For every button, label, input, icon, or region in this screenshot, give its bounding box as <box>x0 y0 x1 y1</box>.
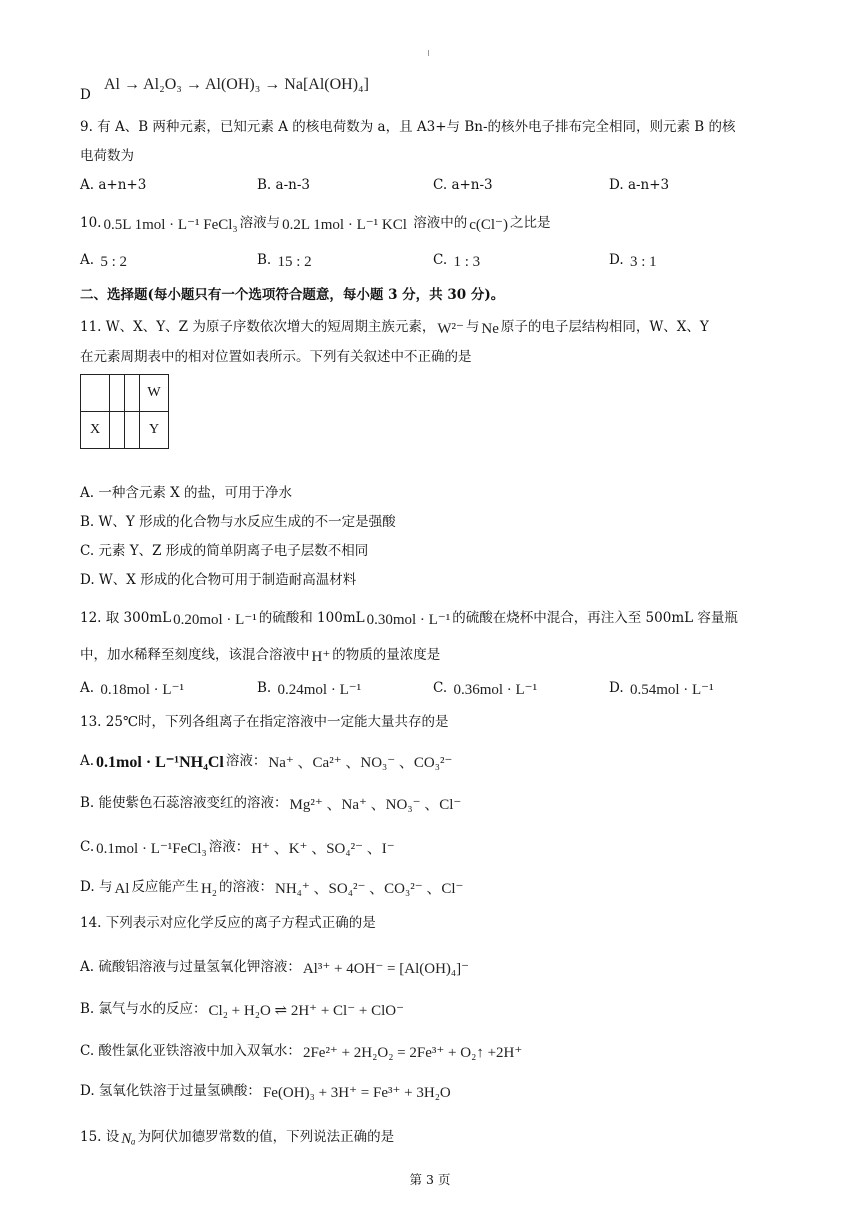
q11-option-b: B. W、Y 形成的化合物与水反应生成的不一定是强酸 <box>80 514 396 530</box>
q10-option-c: C. 1 : 3 <box>433 252 481 270</box>
q14-option-a: A. 硫酸铝溶液与过量氢氧化钾溶液： Al³⁺ + 4OH⁻ = [Al(OH)₄]⁻ <box>80 959 470 977</box>
q10-stem: 10. 0.5L 1mol · L⁻¹ FeCl₃ 溶液与 0.2L 1mol · L⁻¹ KCl 溶液中的 c(Cl⁻) 之比是 <box>80 215 551 233</box>
q11-option-c: C. 元素 Y、Z 形成的简单阴离子电子层数不相同 <box>80 543 369 559</box>
formula: Mg²⁺ 、Na⁺ 、NO₃⁻ 、Cl⁻ <box>289 797 462 813</box>
table-row: X Y <box>81 412 169 449</box>
q12-stem-line1: 12. 取 300mL 0.20mol · L⁻¹ 的硫酸和 100mL 0.30mol · L⁻¹ 的硫酸在烧杯中混合，再注入至 500mL 容量瓶 <box>80 610 738 628</box>
formula: H₂ <box>200 881 217 897</box>
equation: Al³⁺ + 4OH⁻ = [Al(OH)₄]⁻ <box>302 961 470 977</box>
q9-option-d: D. a-n+3 <box>609 177 670 193</box>
q12-option-a: A. 0.18mol · L⁻¹ <box>80 680 185 698</box>
q10-option-a: A. 5 : 2 <box>80 252 128 270</box>
formula: Al <box>114 881 130 897</box>
q9-option-b: B. a-n-3 <box>257 177 310 193</box>
q9-option-c: C. a+n-3 <box>433 177 493 193</box>
q11-stem-line1: 11. W、X、Y、Z 为原子序数依次增大的短周期主族元素， W²⁻ 与 Ne 原子的电子层结构相同，W、X、Y <box>80 319 709 337</box>
q13-option-b: B. 能使紫色石蕊溶液变红的溶液： Mg²⁺ 、Na⁺ 、NO₃⁻ 、Cl⁻ <box>80 795 462 813</box>
formula: 0.5L 1mol · L⁻¹ FeCl₃ <box>103 217 238 233</box>
formula: 0.30mol · L⁻¹ <box>366 612 451 628</box>
formula: 0.20mol · L⁻¹ <box>173 612 257 628</box>
section-heading: 二、选择题(每小题只有一个选项符合题意，每小题 3 分，共 30 分)。 <box>80 287 505 303</box>
formula: W²⁻ <box>437 321 464 337</box>
q12-stem-line2: 中，加水稀释至刻度线，该混合溶液中 H⁺ 的物质的量浓度是 <box>80 647 441 665</box>
q14-option-d: D. 氢氧化铁溶于过量氢碘酸： Fe(OH)₃ + 3H⁺ = Fe³⁺ + 3H₂O <box>80 1083 451 1101</box>
page-number: 第 3 页 <box>409 1172 451 1187</box>
formula: Nₐ <box>121 1131 136 1147</box>
top-mark <box>428 50 429 56</box>
d-option-line <box>80 86 91 104</box>
q11-option-d: D. W、X 形成的化合物可用于制造耐高温材料 <box>80 572 357 588</box>
q13-option-d: D. 与 Al 反应能产生 H₂ 的溶液： NH₄⁺ 、SO₄²⁻ 、CO₃²⁻ 、Cl⁻ <box>80 879 464 897</box>
q12-option-b: B. 0.24mol · L⁻¹ <box>257 680 362 698</box>
periodic-position-table <box>80 374 169 449</box>
q10-option-d: D. 3 : 1 <box>609 252 657 270</box>
q14-option-b: B. 氯气与水的反应： Cl₂ + H₂O ⇌ 2H⁺ + Cl⁻ + ClO⁻ <box>80 1001 405 1019</box>
q14-option-c: C. 酸性氯化亚铁溶液中加入双氧水： 2Fe²⁺ + 2H₂O₂ = 2Fe³⁺ + O₂↑ +2H⁺ <box>80 1043 523 1061</box>
q12-option-d: D. 0.54mol · L⁻¹ <box>609 680 714 698</box>
equation: Cl₂ + H₂O ⇌ 2H⁺ + Cl⁻ + ClO⁻ <box>208 1003 405 1019</box>
formula: 0.1mol · L⁻¹NH₄Cl <box>96 754 224 771</box>
d-option-formula: Al → Al₂O₃ → Al(OH)₃ → Na[Al(OH)₄] <box>104 76 369 93</box>
formula: H⁺ <box>311 649 331 665</box>
formula: NH₄⁺ 、SO₄²⁻ 、CO₃²⁻ 、Cl⁻ <box>275 881 464 897</box>
q9-stem-line2: 电荷数为 <box>80 148 134 164</box>
q11-stem-line2: 在元素周期表中的相对位置如表所示。下列有关叙述中不正确的是 <box>80 349 472 365</box>
formula: H⁺ 、K⁺ 、SO₄²⁻ 、I⁻ <box>251 841 395 857</box>
equation: 2Fe²⁺ + 2H₂O₂ = 2Fe³⁺ + O₂↑ +2H⁺ <box>302 1045 523 1061</box>
q13-option-a: A. 0.1mol · L⁻¹NH₄Cl 溶液： Na⁺ 、Ca²⁺ 、NO₃⁻ 、CO₃²⁻ <box>80 753 453 771</box>
formula: 0.2L 1mol · L⁻¹ KCl <box>282 217 407 233</box>
q9-option-a: A. a+n+3 <box>80 177 147 193</box>
option-label: D <box>80 87 91 103</box>
q14-stem: 14. 下列表示对应化学反应的离子方程式正确的是 <box>80 915 376 931</box>
q13-stem: 13. 25℃时，下列各组离子在指定溶液中一定能大量共存的是 <box>80 714 449 730</box>
equation: Fe(OH)₃ + 3H⁺ = Fe³⁺ + 3H₂O <box>262 1085 451 1101</box>
formula: c(Cl⁻) <box>469 217 508 233</box>
q15-stem: 15. 设 Nₐ 为阿伏加德罗常数的值，下列说法正确的是 <box>80 1129 395 1147</box>
q9-stem-line1: 9. 有 A、B 两种元素，已知元素 A 的核电荷数为 a，且 A3+与 Bn-的核外电子排布完全相同，则元素 B 的核 <box>80 119 736 135</box>
formula: 0.1mol · L⁻¹FeCl₃ <box>96 841 207 857</box>
q10-option-b: B. 15 : 2 <box>257 252 312 270</box>
q12-option-c: C. 0.36mol · L⁻¹ <box>433 680 538 698</box>
formula: Na⁺ 、Ca²⁺ 、NO₃⁻ 、CO₃²⁻ <box>268 755 453 771</box>
q11-option-a: A. 一种含元素 X 的盐，可用于净水 <box>80 485 293 501</box>
formula: Ne <box>481 321 499 337</box>
table-row: W <box>81 375 169 412</box>
q13-option-c: C. 0.1mol · L⁻¹FeCl₃ 溶液： H⁺ 、K⁺ 、SO₄²⁻ 、I⁻ <box>80 839 395 857</box>
